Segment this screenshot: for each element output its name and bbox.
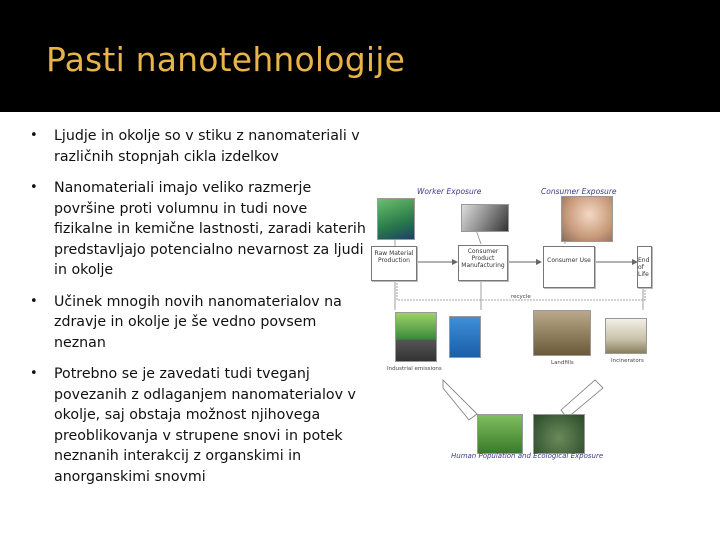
bullet-icon: • — [30, 128, 38, 143]
bullet-text: Učinek mnogih novih nanomaterialov na zdravje in okolje je še vedno povsem neznan — [54, 293, 342, 351]
bullet-icon: • — [30, 180, 38, 195]
incinerators-label: Incinerators — [611, 358, 644, 364]
slide-title: Pasti nanotehnologije — [46, 40, 406, 79]
bullet-text: Potrebno se je zavedati tudi tveganj povezanih z odlaganjem nanomaterialov v okolje, saj obstaja možnost njihovega preoblikovanja v strupene snovi in potek neznanih interakcij z organskimi in anorganskimi snovmi — [54, 366, 356, 485]
consumer-use-box: Consumer Use — [543, 246, 595, 288]
bullet-icon: • — [30, 293, 38, 309]
factory-photo — [461, 204, 509, 232]
human-population-label: Human Population and Ecological Exposure — [451, 452, 604, 460]
bullet-item — [26, 364, 366, 487]
water-icon — [449, 316, 481, 358]
raw-material-box: Raw Material Production — [371, 246, 417, 281]
worker-photo — [377, 198, 415, 240]
bullet-text: Ljudje in okolje so v stiku z nanomateriali v različnih stopnjah cikla izdelkov — [54, 128, 360, 165]
recycle-label: recycle — [511, 294, 531, 300]
ecology-photo — [533, 414, 585, 454]
end-of-life-box: End of Life — [637, 246, 652, 288]
incinerator-photo — [605, 318, 647, 354]
landfills-label: Landfills — [551, 360, 574, 366]
landfill-photo — [533, 310, 591, 356]
consumer-photo — [561, 196, 613, 242]
industrial-emissions-label: Industrial emissions — [387, 366, 442, 372]
bullet-item — [26, 178, 366, 281]
bullet-text: Nanomateriali imajo veliko razmerje površine proti volumnu in tudi nove fizikalne in kemične lastnosti, zaradi katerih predstavljajo potencialno nevarnost za ljudi in okolje — [54, 180, 366, 278]
consumer-exposure-label: Consumer Exposure — [541, 187, 617, 196]
lifecycle-diagram — [365, 182, 650, 472]
bullet-icon: • — [30, 366, 38, 381]
bullet-list — [26, 126, 366, 498]
bullet-item — [26, 126, 366, 167]
consumer-product-box: Consumer Product Manufacturing — [458, 245, 508, 281]
human-photo — [477, 414, 523, 454]
worker-exposure-label: Worker Exposure — [417, 187, 482, 196]
bullet-item — [26, 292, 366, 354]
industrial-photo — [395, 312, 437, 362]
